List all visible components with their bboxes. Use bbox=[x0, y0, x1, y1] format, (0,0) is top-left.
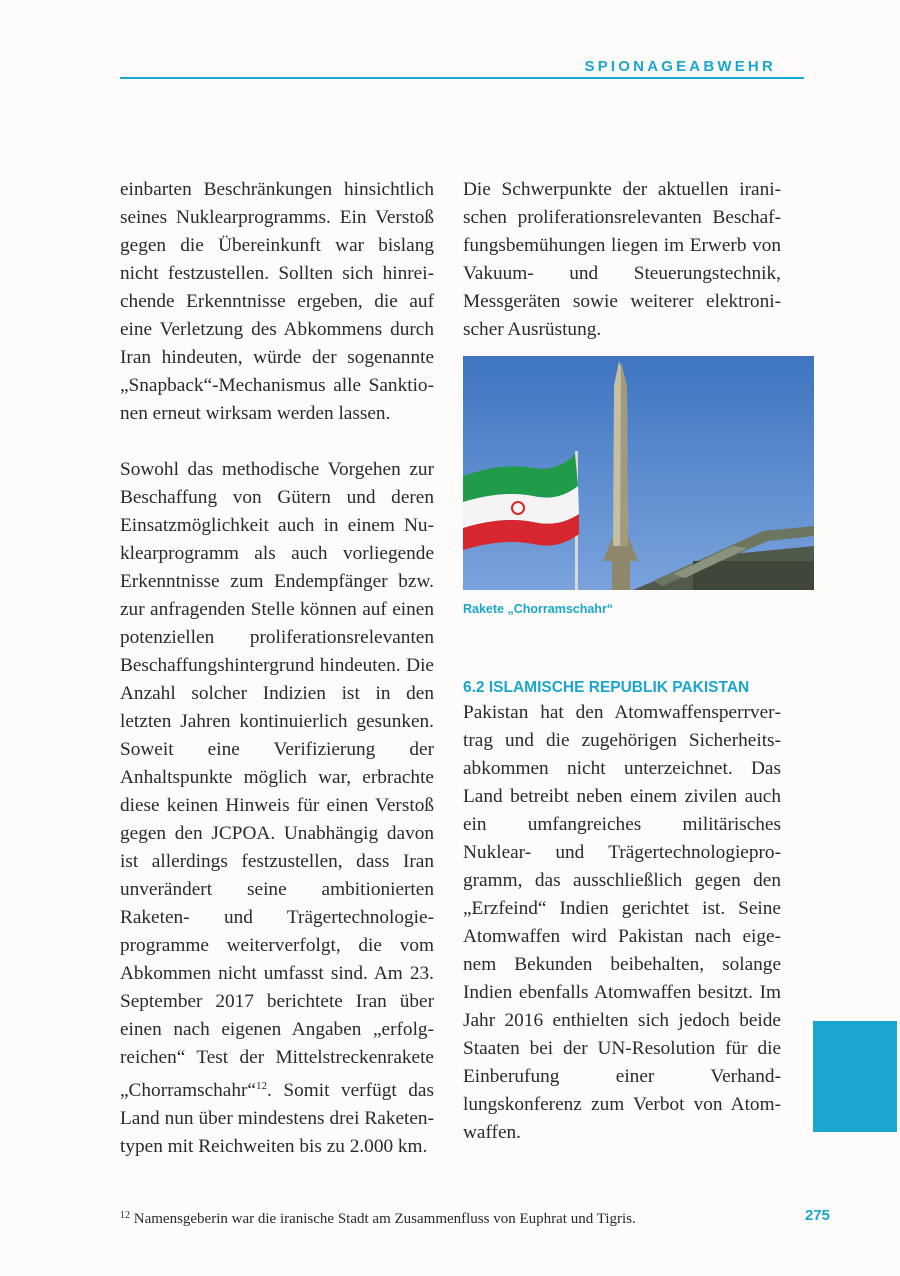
page-number: 275 bbox=[804, 1207, 830, 1224]
section-header-label: SPIONAGEABWEHR bbox=[584, 58, 776, 75]
footnote bbox=[120, 1206, 636, 1229]
left-column bbox=[120, 176, 434, 1161]
left-paragraph-2-end: . Somit verfügt das Land nun über mindestens drei Raketentypen mit Reichweiten bis zu 2.000 km. bbox=[120, 1080, 434, 1157]
footnote-number: 12 bbox=[120, 1210, 130, 1221]
footnote-reference[interactable]: 12 bbox=[255, 1080, 267, 1092]
footnote-text: Namensgeberin war die iranische Stadt am Zusammenfluss von Euphrat und Tigris. bbox=[133, 1211, 636, 1227]
right-paragraph-2: Pakistan hat den Atomwaffensperrvertrag und die zugehörigen Sicherheitsabkommen nicht unterzeichnet. Das Land betreibt neben einem zivilen auch ein umfangreiches militärisches Nuklear- und Trägertechnologieprogramm, das ausschließlich gegen den „Erzfeind“ Indien gerichtet ist. Seine Atomwaffen wird Pakistan nach eigenem Bekunden beibehalten, solange Indien ebenfalls Atomwaffen besitzt. Im Jahr 2016 enthielten sich jedoch beide Staaten bei der UN-Resolution für die Einberufung einer Verhandlungskonferenz zum Verbot von Atomwaffen. bbox=[463, 702, 781, 1143]
section-heading: 6.2 ISLAMISCHE REPUBLIK PAKISTAN bbox=[463, 679, 750, 696]
left-paragraph-2-text: Sowohl das methodische Vorgehen zur Beschaffung von Gütern und deren Einsatzmöglichkeit auch in einem Nuklearprogramm als auch vorliegende Erkenntnisse zum Endempfänger bzw. zur anfragenden Stelle können auf einen potenziellen proliferationsrelevanten Beschaffungshintergrund hindeuten. Die Anzahl solcher Indizien ist in den letzten Jahren kontinuierlich gesunken. Soweit eine Verifizierung der Anhaltspunkte möglich war, erbrachte diese keinen Hinweis für einen Verstoß gegen den JCPOA. Unabhängig davon ist allerdings festzustellen, dass Iran unverändert seine ambitionierten Raketen- und Trägertechnologieprogramme weiterverfolgt, die vom Abkommen nicht umfasst sind. Am 23. September 2017 berichtete Iran über einen nach eigenen Angaben „erfolgreichen“ Test der Mittelstreckenrakete „Chorramschahr“ bbox=[120, 459, 434, 1101]
missile-photo bbox=[463, 356, 814, 590]
left-paragraph-1: einbarten Beschränkungen hinsichtlich seines Nuklearprogramms. Ein Verstoß gegen die Übereinkunft war bislang nicht festzustellen. Sollten sich hinreichende Erkenntnisse ergeben, die auf eine Verletzung des Abkommens durch Iran hindeuten, würde der sogenannte „Snapback“-Mechanismus alle Sanktionen erneut wirksam werden lassen. bbox=[120, 179, 434, 424]
header-rule bbox=[120, 77, 804, 79]
right-column bbox=[463, 176, 781, 1147]
chapter-side-tab bbox=[813, 1021, 897, 1132]
photo-caption: Rakete „Chorramschahr“ bbox=[463, 602, 614, 616]
left-paragraph-2 bbox=[120, 456, 434, 1161]
right-paragraph-1: Die Schwerpunkte der aktuellen iranischen proliferationsrelevanten Beschaffungsbemühungen liegen im Erwerb von Vakuum- und Steuerungstechnik, Messgeräten sowie weiterer elektronischer Ausrüstung. bbox=[463, 179, 781, 340]
